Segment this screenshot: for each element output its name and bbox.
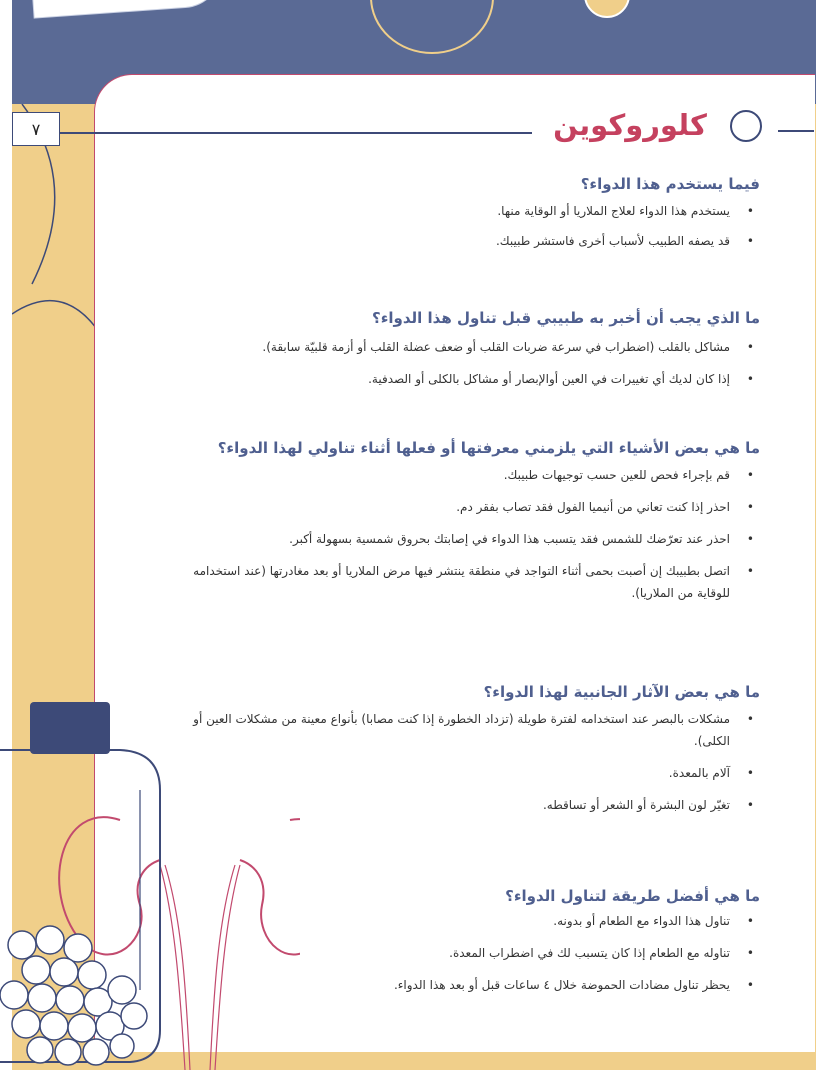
section-best-way [160, 884, 760, 996]
section-side-effects [160, 680, 760, 816]
bullet-icon: • [746, 500, 754, 514]
bullet-list [160, 464, 760, 604]
section-heading: ما الذي يجب أن أخبر به طبيبي قبل تناول هذا الدواء؟ [372, 309, 760, 327]
bullet-icon: • [746, 978, 754, 992]
bullet-list [160, 910, 760, 996]
main-content [110, 0, 760, 1070]
section-precautions [160, 436, 760, 604]
list-item: • يحظر تناول مضادات الحموضة خلال ٤ ساعات قبل أو بعد هذا الدواء. [160, 974, 760, 996]
bullet-icon: • [746, 712, 754, 726]
section-heading: ما هي بعض الآثار الجانبية لهذا الدواء؟ [483, 683, 760, 701]
list-item: • اتصل بطبيبك إن أصبت بحمى أثناء التواجد في منطقة ينتشر فيها مرض الملاريا أو بعد مغادرتها (عند استخدامه للوقاية من الملاريا). [160, 560, 760, 604]
bullet-icon: • [746, 340, 754, 354]
page-number: ٧ [12, 112, 60, 146]
section-tell-doctor [160, 306, 760, 390]
page-title: كلوروكوين [553, 108, 707, 142]
list-item: • تناوله مع الطعام إذا كان يتسبب لك في اضطراب المعدة. [160, 942, 760, 964]
bullet-icon: • [746, 766, 754, 780]
list-item: • احذر عند تعرّضك للشمس فقد يتسبب هذا الدواء في إصابتك بحروق شمسية بسهولة أكبر. [160, 528, 760, 550]
list-item: • إذا كان لديك أي تغييرات في العين أوالإبصار أو مشاكل بالكلى أو الصدفية. [160, 368, 760, 390]
list-item: • يستخدم هذا الدواء لعلاج الملاريا أو الوقاية منها. [160, 200, 760, 222]
list-item: • مشكلات بالبصر عند استخدامه لفترة طويلة (تزداد الخطورة إذا كنت مصابا) بأنواع معينة من مشكلات العين أو الكلى). [160, 708, 760, 752]
bullet-icon: • [746, 946, 754, 960]
bullet-list [160, 336, 760, 390]
bullet-icon: • [746, 372, 754, 386]
list-item: • قد يصفه الطبيب لأسباب أخرى فاستشر طبيبك. [160, 230, 760, 252]
section-uses [160, 172, 760, 252]
list-item: • قم بإجراء فحص للعين حسب توجيهات طبيبك. [160, 464, 760, 486]
bullet-icon: • [746, 564, 754, 578]
bullet-icon: • [746, 468, 754, 482]
bullet-icon: • [746, 204, 754, 218]
section-heading: ما هي بعض الأشياء التي يلزمني معرفتها أو فعلها أثناء تناولي لهذا الدواء؟ [217, 439, 760, 457]
bullet-list [160, 200, 760, 252]
list-item: • احذر إذا كنت تعاني من أنيميا الفول فقد تصاب بفقر دم. [160, 496, 760, 518]
section-heading: فيما يستخدم هذا الدواء؟ [580, 175, 760, 193]
bullet-icon: • [746, 798, 754, 812]
bullet-icon: • [746, 914, 754, 928]
list-item: • تناول هذا الدواء مع الطعام أو بدونه. [160, 910, 760, 932]
bullet-list [160, 708, 760, 816]
title-rule-right [778, 130, 814, 132]
list-item: • آلام بالمعدة. [160, 762, 760, 784]
list-item: • تغيّر لون البشرة أو الشعر أو تساقطه. [160, 794, 760, 816]
bullet-icon: • [746, 532, 754, 546]
bullet-icon: • [746, 234, 754, 248]
section-heading: ما هي أفضل طريقة لتناول الدواء؟ [505, 887, 760, 905]
list-item: • مشاكل بالقلب (اضطراب في سرعة ضربات القلب أو ضعف عضلة القلب أو أزمة قلبيّة سابقة). [160, 336, 760, 358]
